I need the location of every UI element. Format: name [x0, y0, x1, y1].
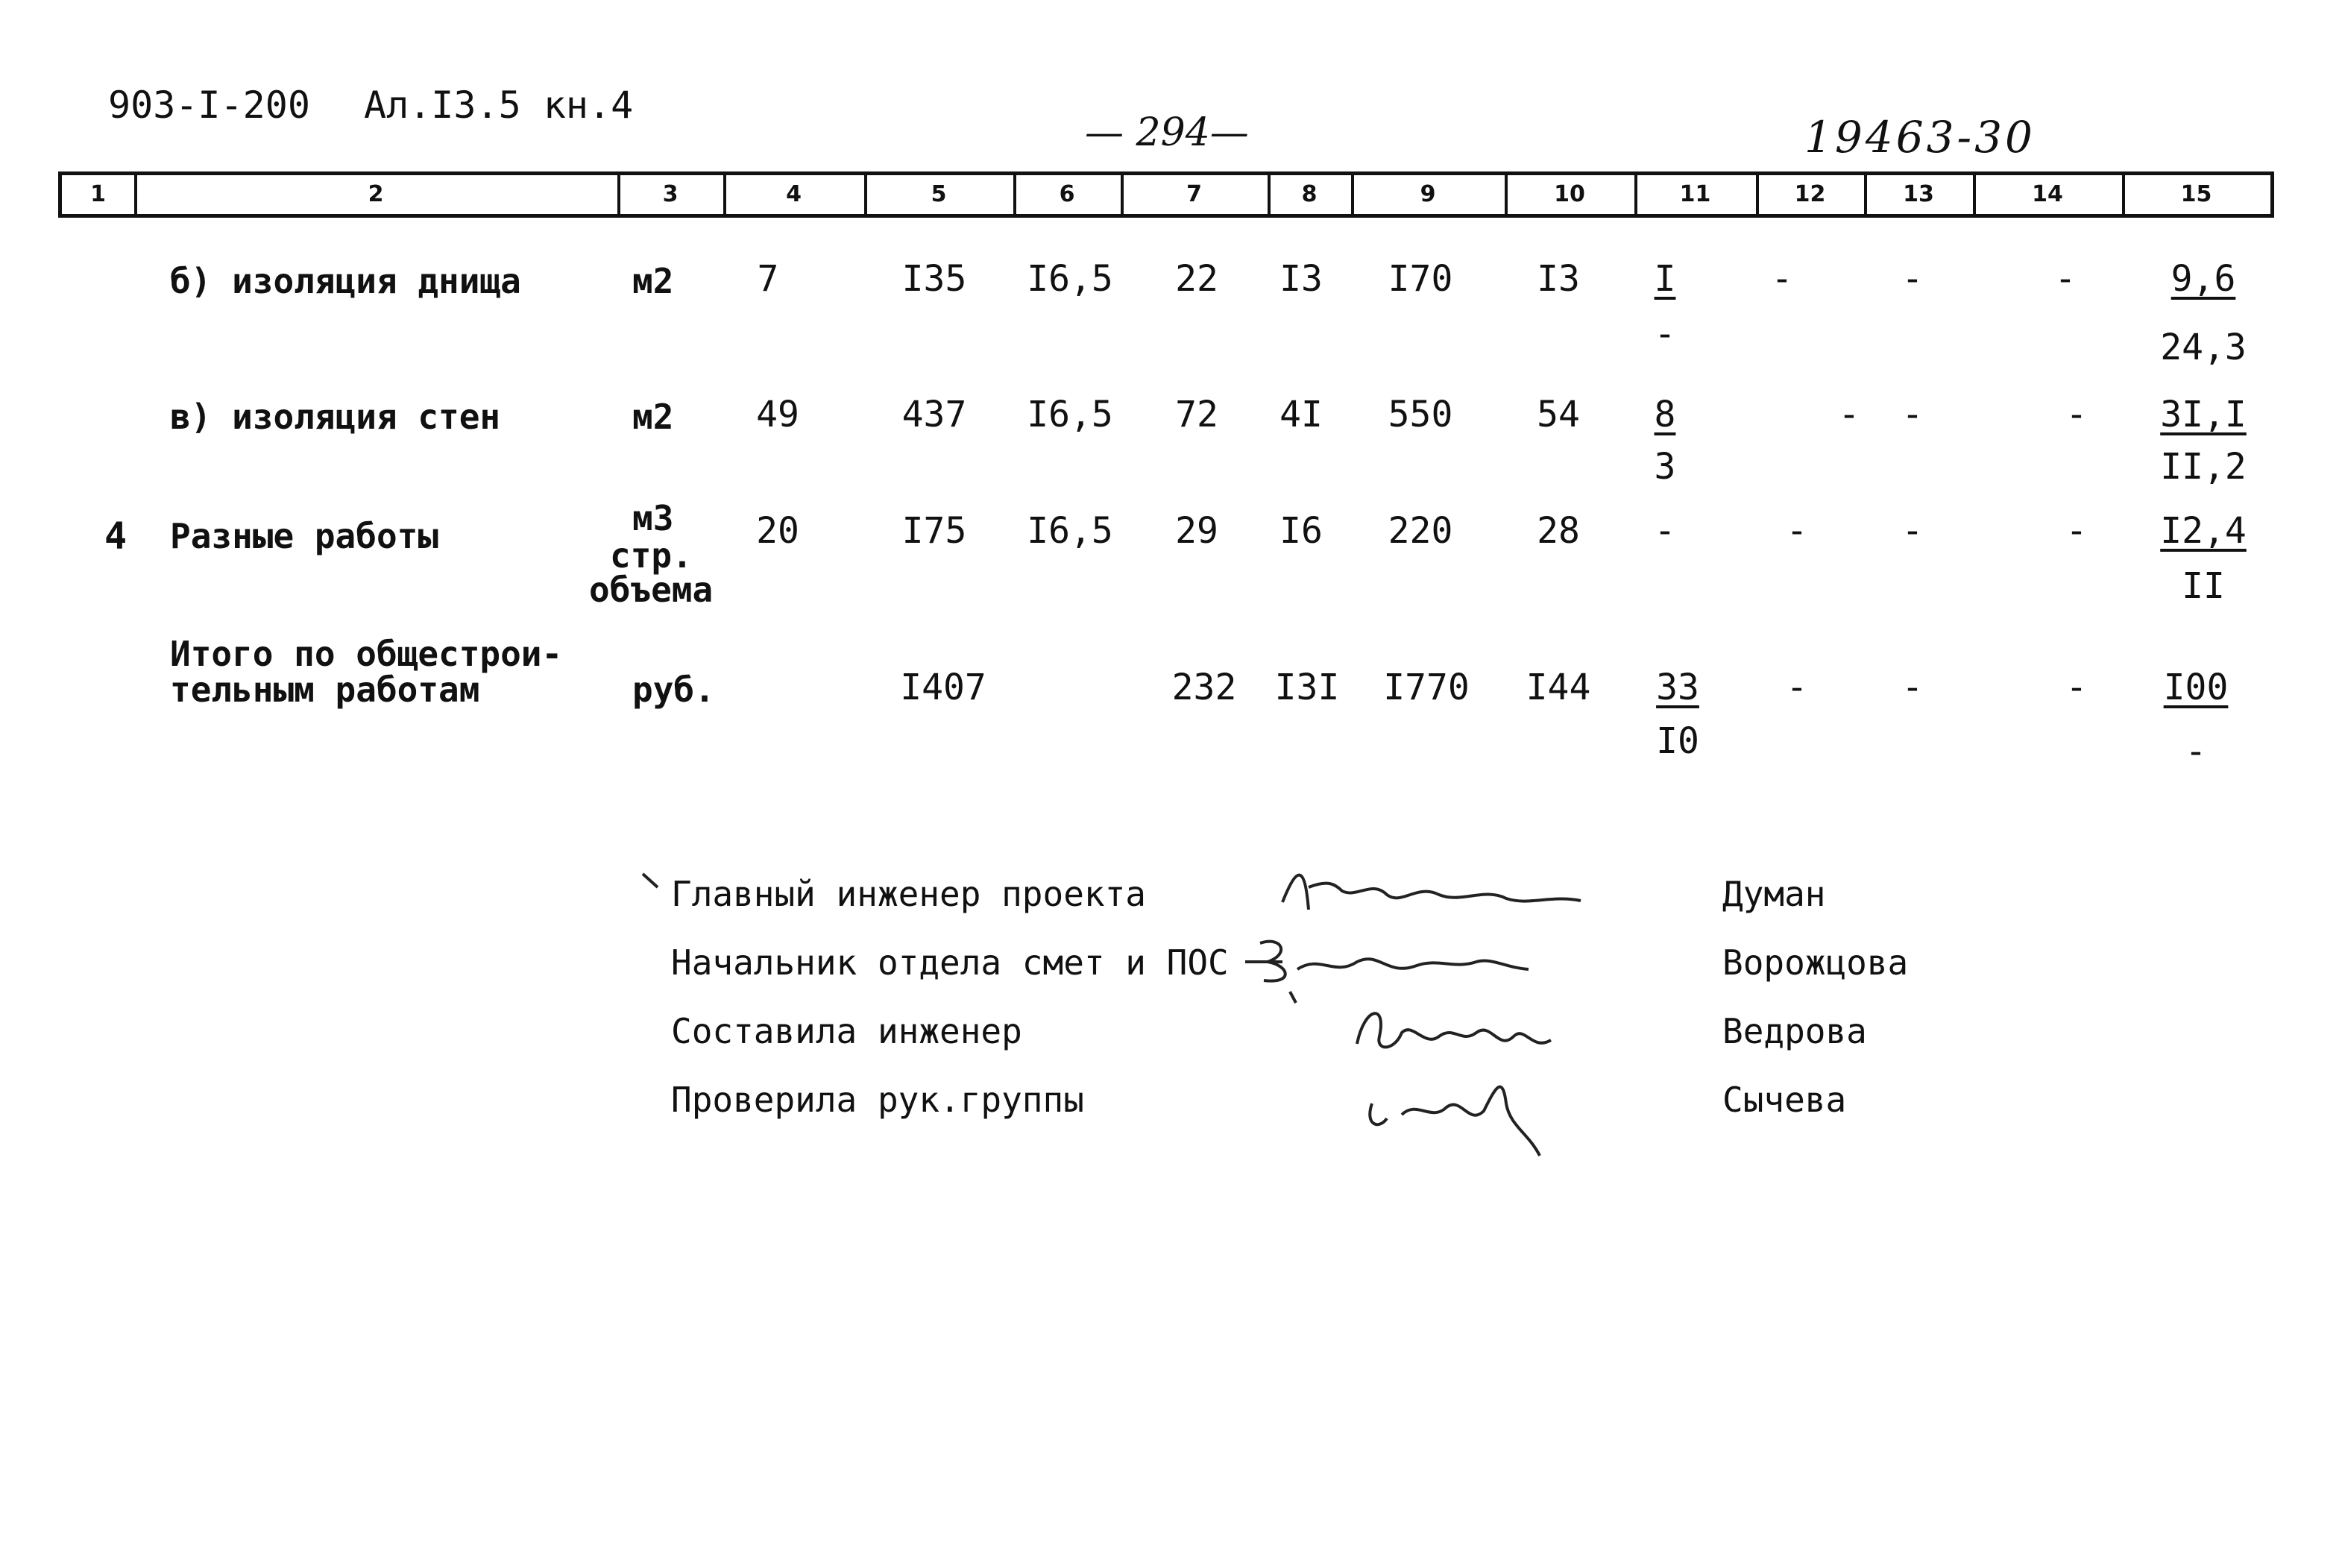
column-number: 10	[1554, 181, 1585, 207]
cell-col11-top: 33	[1656, 667, 1699, 708]
cell-col5: I35	[901, 258, 967, 300]
cell-col8: 4I	[1279, 394, 1323, 435]
cell-col11-bottom: I0	[1656, 720, 1699, 762]
cell-col9: 220	[1388, 510, 1453, 552]
signature-name: Думан	[1722, 874, 1826, 914]
signature-role: Начальник отдела смет и ПОС	[671, 942, 1229, 983]
row-unit: руб.	[632, 670, 715, 710]
signature-name: Ведрова	[1722, 1011, 1867, 1051]
cell-col4: 7	[757, 258, 779, 300]
row-name: Разные работы	[170, 516, 439, 556]
cell-col5: 437	[901, 394, 967, 435]
cell-col15-top: 3I,I	[2160, 394, 2247, 435]
cell-col12: -	[1838, 394, 1860, 435]
signature-role: Проверила рук.группы	[671, 1080, 1084, 1120]
column-number: 15	[2180, 181, 2212, 207]
signature-role: Составила инженер	[671, 1011, 1022, 1051]
cell-col12: -	[1786, 667, 1808, 708]
album-reference: Ал.I3.5 кн.4	[364, 84, 634, 127]
cell-col12: -	[1786, 510, 1808, 552]
cell-col14: -	[2065, 510, 2088, 552]
column-number: 1	[90, 181, 106, 207]
row-name-line: Итого по общестрои-	[170, 634, 563, 674]
cell-col7: 22	[1175, 258, 1218, 300]
row-name: б) изоляция днища	[170, 261, 521, 301]
cell-col4: 49	[756, 394, 799, 435]
column-number: 9	[1420, 181, 1436, 207]
cell-col9: I70	[1388, 258, 1453, 300]
cell-col7: 29	[1175, 510, 1218, 552]
cell-col8: I3	[1279, 258, 1323, 300]
column-number: 6	[1059, 181, 1075, 207]
column-number: 4	[786, 181, 802, 207]
column-number: 11	[1679, 181, 1711, 207]
column-number: 5	[931, 181, 947, 207]
cell-col15-bottom: II,2	[2160, 446, 2247, 488]
signature-role: Главный инженер проекта	[671, 874, 1146, 914]
column-number: 2	[368, 181, 384, 207]
cell-col15-bottom: 24,3	[2160, 327, 2247, 368]
row-name-line: тельным работам	[170, 670, 480, 710]
cell-col6: I6,5	[1027, 394, 1113, 435]
cell-col15-bottom: II	[2182, 565, 2225, 607]
column-number: 8	[1301, 181, 1318, 207]
column-number: 12	[1794, 181, 1826, 207]
document-code: 903-I-200	[108, 84, 310, 127]
cell-col4: 20	[756, 510, 799, 552]
cell-col10: I3	[1537, 258, 1580, 300]
cell-col6: I6,5	[1027, 510, 1113, 552]
cell-col12: -	[1771, 258, 1793, 300]
cell-col9: I770	[1383, 667, 1470, 708]
cell-col13: -	[1901, 394, 1924, 435]
column-number: 7	[1186, 181, 1202, 207]
cell-col15-top: I00	[2163, 667, 2229, 708]
cell-col10: 28	[1537, 510, 1580, 552]
row-number: 4	[104, 514, 128, 558]
cell-col6: I6,5	[1027, 258, 1113, 300]
cell-col8: I6	[1279, 510, 1323, 552]
cell-col13: -	[1901, 258, 1924, 300]
column-number: 3	[662, 181, 679, 207]
row-unit-line: м3	[632, 498, 674, 538]
cell-col10: 54	[1537, 394, 1580, 435]
column-number: 13	[1903, 181, 1934, 207]
cell-col10: I44	[1526, 667, 1591, 708]
row-unit-line: объема	[589, 570, 714, 610]
column-number-bar	[58, 171, 2274, 218]
tick-mark-icon	[640, 871, 662, 893]
cell-col11-top: I	[1654, 258, 1676, 300]
cell-col7: 232	[1171, 667, 1237, 708]
cell-col13: -	[1901, 510, 1924, 552]
cell-col15-top: I2,4	[2160, 510, 2247, 552]
cell-col13: -	[1901, 667, 1924, 708]
row-name: в) изоляция стен	[170, 397, 501, 437]
row-unit-line: стр.	[610, 535, 693, 576]
handwritten-signature-chief-engineer	[1268, 857, 1596, 925]
page-number: — 294—	[1085, 110, 1249, 155]
cell-col11-bottom: 3	[1654, 446, 1676, 488]
inventory-number: 19463-30	[1804, 112, 2036, 163]
signature-name: Ворожцова	[1722, 942, 1909, 983]
handwritten-signature-group-head	[1357, 1059, 1551, 1163]
cell-col14: -	[2054, 258, 2077, 300]
row-unit: м2	[632, 261, 674, 301]
cell-col11: -	[1654, 510, 1676, 552]
cell-col5: I75	[901, 510, 967, 552]
signature-name: Сычева	[1722, 1080, 1847, 1120]
cell-col15-top: 9,6	[2171, 258, 2236, 300]
cell-col15-bottom: -	[2185, 731, 2207, 772]
cell-col11-bottom: -	[1654, 313, 1676, 355]
cell-col9: 550	[1388, 394, 1453, 435]
cell-col14: -	[2065, 394, 2088, 435]
cell-col11-top: 8	[1654, 394, 1676, 435]
row-unit: м2	[632, 397, 674, 437]
column-number: 14	[2032, 181, 2063, 207]
cell-col7: 72	[1175, 394, 1218, 435]
cell-col8: I3I	[1274, 667, 1340, 708]
cell-col5: I407	[900, 667, 986, 708]
cell-col14: -	[2065, 667, 2088, 708]
